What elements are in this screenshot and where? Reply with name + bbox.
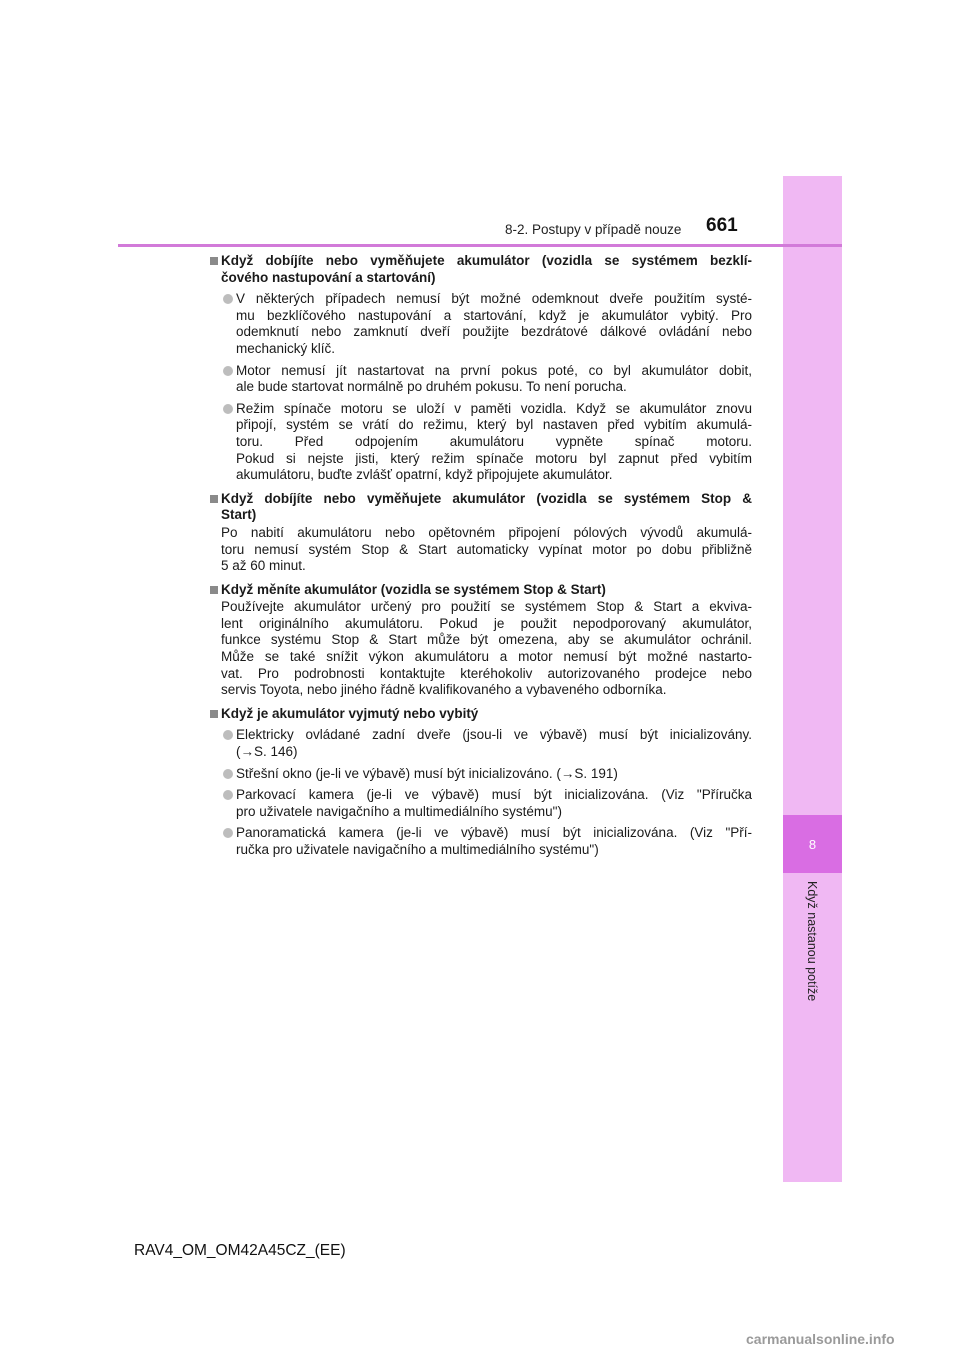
text-line: Když dobíjíte nebo vyměňujete akumulátor (vozidla se systémem Stop & bbox=[221, 490, 752, 506]
text-line: odemknutí nebo zamknutí dveří použijte bezdrátové dálkové ovládání nebo bbox=[236, 324, 752, 340]
page-content bbox=[210, 253, 752, 859]
circle-bullet-icon bbox=[223, 366, 233, 376]
text-line: toru. Před odpojením akumulátoru vypněte spínač motoru. bbox=[236, 433, 752, 449]
text-line: Když je akumulátor vyjmutý nebo vybitý bbox=[221, 705, 479, 721]
text-line: ručka pro uživatele navigačního a multimediálního systému") bbox=[236, 842, 599, 857]
text-line: Když měníte akumulátor (vozidla se systémem Stop & Start) bbox=[221, 581, 606, 597]
page-number: 661 bbox=[706, 215, 738, 236]
text-line: Elektricky ovládané zadní dveře (jsou-li ve výbavě) musí být inicializovány. bbox=[236, 727, 752, 743]
text-line: Používejte akumulátor určený pro použití se systémem Stop & Start a ekviva- bbox=[221, 599, 752, 615]
text-line: vat. Pro podrobnosti kontaktujte kteréhokoliv autorizovaného prodejce nebo bbox=[221, 665, 752, 681]
text-line: lent originálního akumulátoru. Pokud je použit nepodporovaný akumulátor, bbox=[221, 615, 752, 631]
text-line: ale bude startovat normálně po druhém pokusu. To není porucha. bbox=[236, 379, 627, 395]
bullet-item bbox=[210, 291, 752, 357]
text-line: čového nastupování a startování) bbox=[221, 269, 436, 285]
text-line: Po nabití akumulátoru nebo opětovném připojení pólových vývodů akumulá- bbox=[221, 524, 752, 540]
bullet-item bbox=[210, 766, 752, 783]
text-line: Režim spínače motoru se uloží v paměti vozidla. Když se akumulátor znovu bbox=[236, 400, 752, 416]
text-line: Pokud si nejste jisti, který režim spínače motoru byl zapnut před vybitím bbox=[236, 450, 752, 466]
circle-bullet-icon bbox=[223, 790, 233, 800]
text-line: Start) bbox=[221, 507, 257, 523]
section-heading bbox=[210, 253, 752, 286]
section-title: 8-2. Postupy v případě nouze bbox=[505, 222, 682, 237]
circle-bullet-icon bbox=[223, 828, 233, 838]
watermark: carmanualsonline.info bbox=[746, 1331, 895, 1347]
square-bullet-icon bbox=[210, 710, 218, 718]
header-rule bbox=[118, 244, 842, 247]
text-line: pro uživatele navigačního a multimediálního systému") bbox=[236, 803, 562, 819]
text-line: Parkovací kamera (je-li ve výbavě) musí být inicializována. (Viz "Příručka bbox=[236, 787, 752, 803]
text-line: mu bezklíčového nastupování a startování, když je akumulátor vybitý. Pro bbox=[236, 307, 752, 323]
section-heading bbox=[210, 706, 752, 723]
bullet-item bbox=[210, 363, 752, 396]
text-line: Když dobíjíte nebo vyměňujete akumulátor (vozidla se systémem bezklí- bbox=[221, 253, 752, 268]
text-line: akumulátoru, buďte zvlášť opatrní, když připojujete akumulátor. bbox=[236, 467, 613, 483]
section-paragraph bbox=[210, 525, 752, 575]
text-line: funkce systému Stop & Start může být omezena, aby se akumulátor ochránil. bbox=[221, 632, 752, 648]
chapter-side-tab bbox=[783, 176, 842, 1182]
chapter-title: Když nastanou potíže bbox=[805, 881, 819, 1002]
circle-bullet-icon bbox=[223, 730, 233, 740]
document-code: RAV4_OM_OM42A45CZ_(EE) bbox=[134, 1242, 346, 1259]
section-paragraph bbox=[210, 599, 752, 699]
circle-bullet-icon bbox=[223, 769, 233, 779]
square-bullet-icon bbox=[210, 495, 218, 503]
text-line: toru nemusí systém Stop & Start automaticky vypínat motor po dobu přibližně bbox=[221, 541, 752, 557]
square-bullet-icon bbox=[210, 586, 218, 594]
text-line: 5 až 60 minut. bbox=[221, 558, 306, 574]
text-line: servis Toyota, nebo jiného řádně kvalifikovaného a vybaveného odborníka. bbox=[221, 682, 667, 698]
section-heading bbox=[210, 491, 752, 524]
section-heading bbox=[210, 582, 752, 599]
chapter-number: 8 bbox=[783, 815, 842, 873]
text-line: Motor nemusí jít nastartovat na první pokus poté, co byl akumulátor dobit, bbox=[236, 362, 752, 378]
bullet-item bbox=[210, 825, 752, 858]
text-line: Panoramatická kamera (je-li ve výbavě) musí být inicializována. (Viz "Pří- bbox=[236, 825, 752, 841]
bullet-item bbox=[210, 727, 752, 760]
text-line: připojí, systém se vrátí do režimu, který byl nastaven před vybitím akumulá- bbox=[236, 417, 752, 433]
text-line: mechanický klíč. bbox=[236, 340, 336, 356]
text-line: V některých případech nemusí být možné odemknout dveře použitím systé- bbox=[236, 291, 752, 307]
circle-bullet-icon bbox=[223, 404, 233, 414]
bullet-item bbox=[210, 787, 752, 820]
text-line: (→S. 146) bbox=[236, 744, 298, 760]
square-bullet-icon bbox=[210, 257, 218, 265]
circle-bullet-icon bbox=[223, 294, 233, 304]
bullet-item bbox=[210, 401, 752, 484]
text-line: Může se také snížit výkon akumulátoru a motor nemusí být možné nastarto- bbox=[221, 649, 752, 665]
text-line: Střešní okno (je-li ve výbavě) musí být inicializováno. (→S. 191) bbox=[236, 765, 618, 781]
